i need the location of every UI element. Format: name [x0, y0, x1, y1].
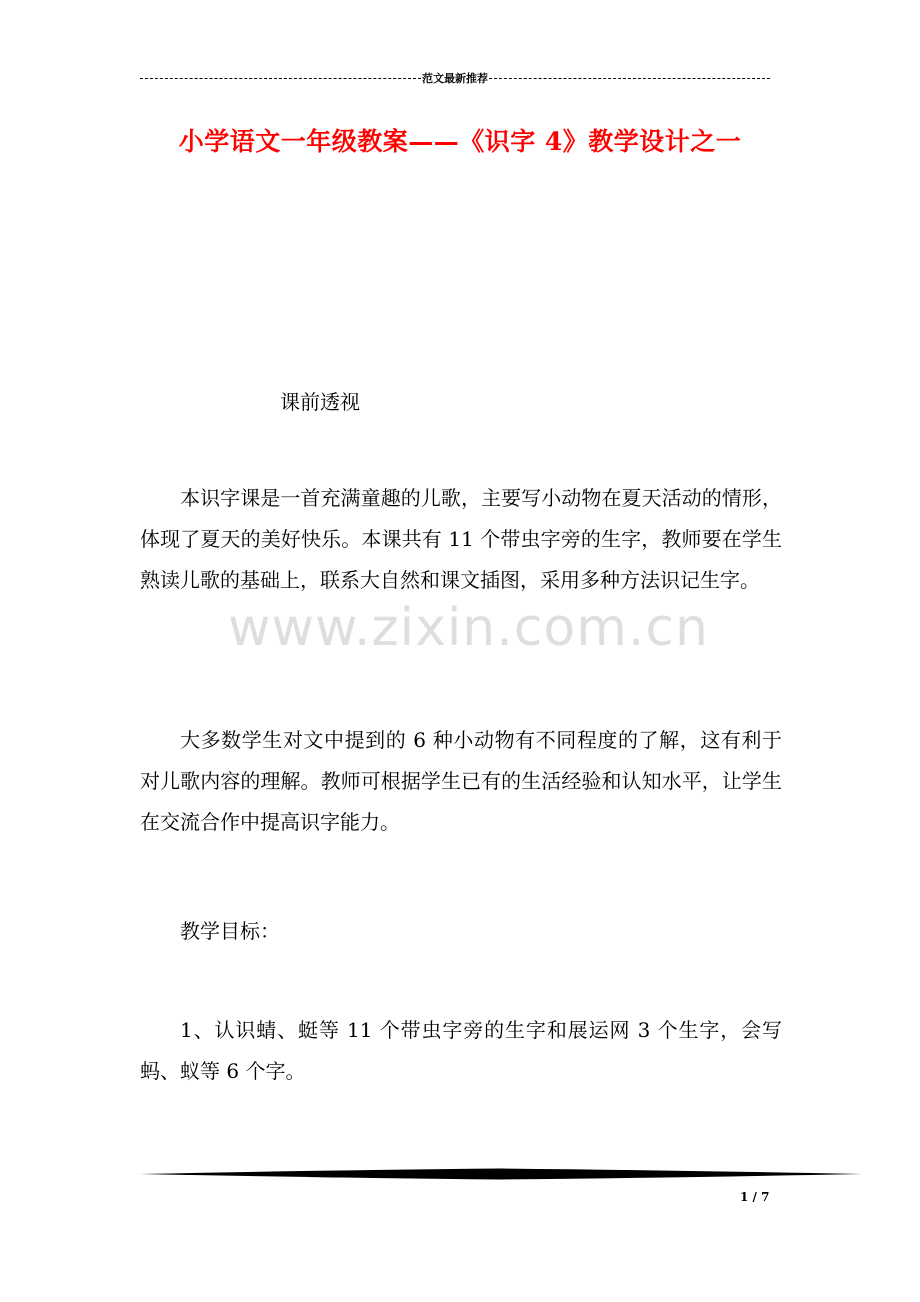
footer-rule — [140, 1167, 862, 1181]
watermark: www.zixin.com.cn — [228, 598, 709, 658]
header-dash-right — [489, 78, 770, 79]
header-banner — [140, 68, 770, 88]
paragraph-goals-heading: 教学目标： — [180, 919, 280, 943]
header-label: 范文最新推荐 — [422, 72, 488, 85]
header-dash-left — [140, 78, 421, 79]
paragraph-intro: 本识字课是一首充满童趣的儿歌，主要写小动物在夏天活动的情形，体现了夏天的美好快乐。本课共有 11 个带虫字旁的生字，教师要在学生熟读儿歌的基础上，联系大自然和课文插图，采用多种方法识记生字。 — [140, 486, 782, 592]
section-heading: 课前透视 — [280, 390, 360, 414]
paragraph-goal-1: 1、认识蜻、蜓等 11 个带虫字旁的生字和展运网 3 个生字，会写蚂、蚁等 6 个字。 — [140, 1018, 782, 1083]
page-number: 1 / 7 — [740, 1190, 770, 1204]
paragraph-students: 大多数学生对文中提到的 6 种小动物有不同程度的了解，这有利于对儿歌内容的理解。教师可根据学生已有的生活经验和认知水平，让学生在交流合作中提高识字能力。 — [140, 728, 782, 834]
document-title: 小学语文一年级教案——《识字 4》教学设计之一 — [178, 127, 742, 156]
